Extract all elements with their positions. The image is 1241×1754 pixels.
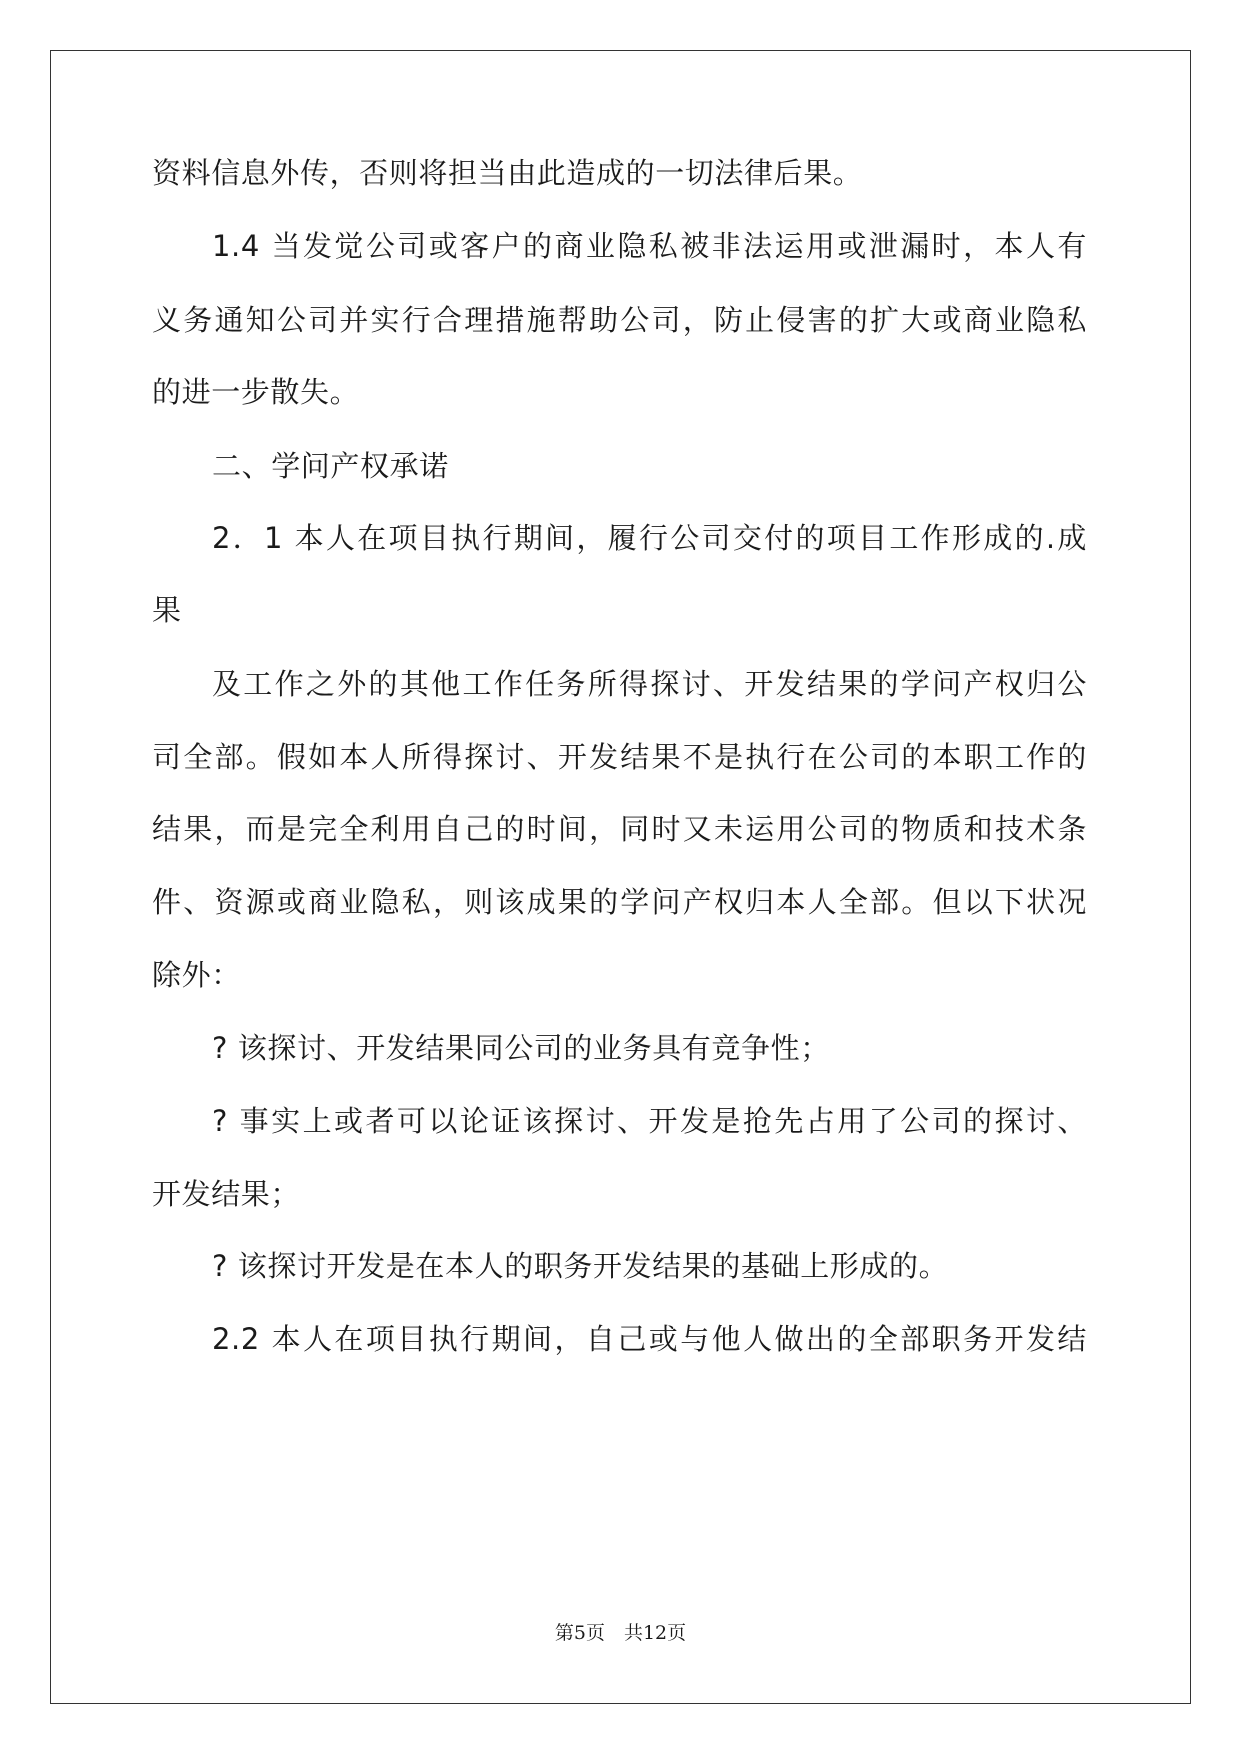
- list-item: ? 该探讨开发是在本人的职务开发结果的基础上形成的。: [212, 1249, 949, 1283]
- section-heading: 二、学问产权承诺: [212, 449, 449, 483]
- text-line: 果: [152, 593, 182, 627]
- text-line: 开发结果；: [152, 1177, 301, 1211]
- page-number-footer: 第5页 共12页: [554, 1622, 687, 1644]
- text-line: 资料信息外传，否则将担当由此造成的一切法律后果。: [152, 156, 863, 190]
- list-item: ? 事实上或者可以论证该探讨、开发是抢先占用了公司的探讨、: [212, 1104, 1087, 1138]
- page-border: [50, 50, 1191, 1704]
- text-line: 2．1 本人在项目执行期间，履行公司交付的项目工作形成的.成: [212, 521, 1087, 555]
- text-line: 除外：: [152, 958, 241, 992]
- text-line: 件、资源或商业隐私，则该成果的学问产权归本人全部。但以下状况: [152, 885, 1087, 919]
- list-item: ? 该探讨、开发结果同公司的业务具有竞争性；: [212, 1031, 830, 1065]
- text-line: 义务通知公司并实行合理措施帮助公司，防止侵害的扩大或商业隐私: [152, 303, 1087, 337]
- text-line: 2.2 本人在项目执行期间，自己或与他人做出的全部职务开发结: [212, 1322, 1087, 1356]
- text-line: 及工作之外的其他工作任务所得探讨、开发结果的学问产权归公: [212, 667, 1087, 701]
- text-line: 的进一步散失。: [152, 375, 360, 409]
- text-line: 司全部。假如本人所得探讨、开发结果不是执行在公司的本职工作的: [152, 740, 1087, 774]
- text-line: 1.4 当发觉公司或客户的商业隐私被非法运用或泄漏时，本人有: [212, 229, 1087, 263]
- text-line: 结果，而是完全利用自己的时间，同时又未运用公司的物质和技术条: [152, 812, 1087, 846]
